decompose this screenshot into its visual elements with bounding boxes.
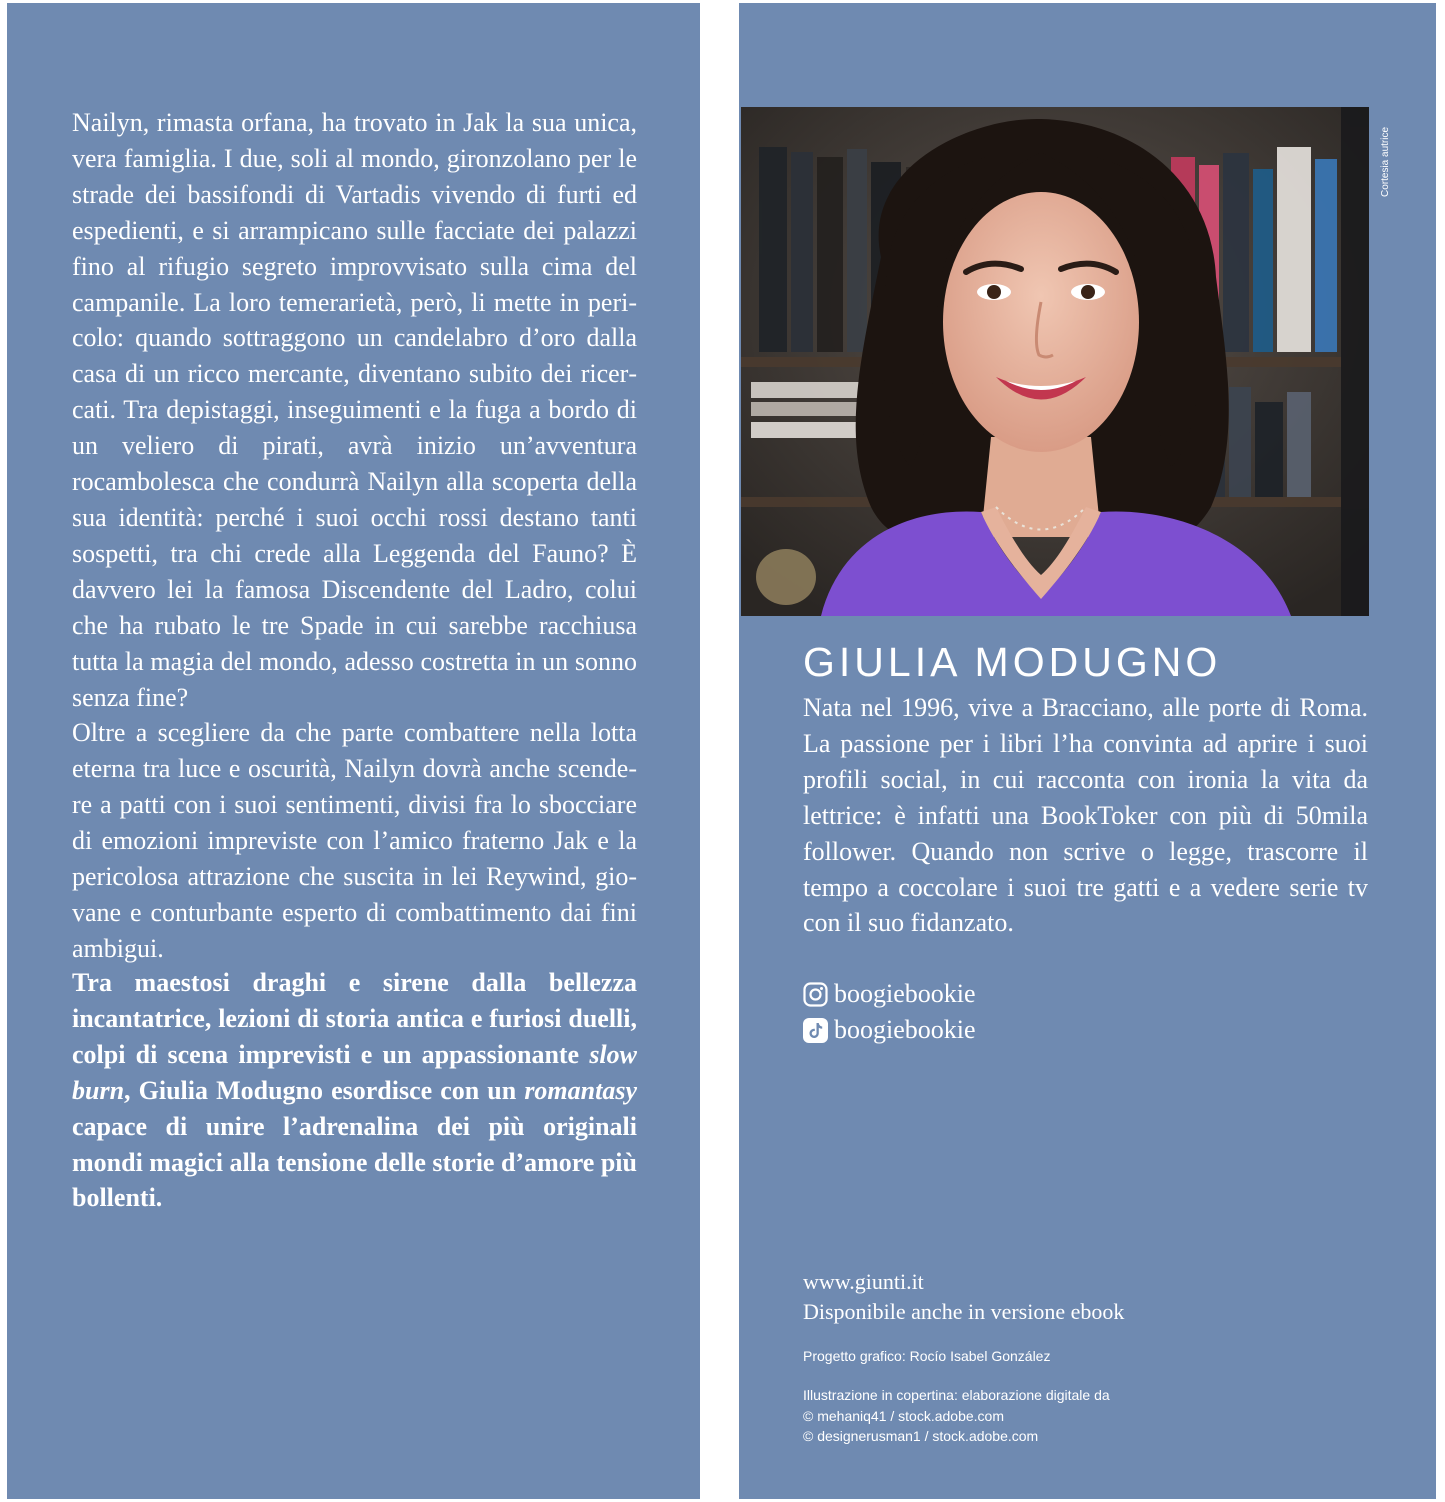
back-cover-panel bbox=[7, 3, 700, 1499]
synopsis-paragraph-2: Oltre a scegliere da che parte combattere nella lotta eterna tra luce e oscurità, Nailyn dovrà anche scendere a patti con i suoi sentimenti, divisi fra lo sbocciare di emozioni impreviste con l’amico fraterno Jak e la pericolosa attrazione che suscita in lei Reywind, giovane e conturbante esperto di combattimento dai fini ambigui. bbox=[72, 718, 637, 963]
author-bio: Nata nel 1996, vive a Bracciano, alle porte di Roma. La passione per i libri l’ha convinta ad aprire i suoi profili social, in cui racconta con ironia la vita da lettrice: è infatti una BookToker con più di 50mila follower. Quando non scrive o legge, trascorre il tempo a coccolare i suoi tre gatti e a vedere serie tv con il suo fidanzato. bbox=[803, 693, 1368, 938]
tagline bbox=[72, 965, 637, 1216]
illustration-credit-line: © designerusman1 / stock.adobe.com bbox=[803, 1428, 1039, 1444]
tagline-part-2: , Giulia Modugno esordisce con un bbox=[124, 1075, 525, 1105]
illustration-credit-line: Illustrazione in copertina: elaborazione digitale da bbox=[803, 1387, 1110, 1403]
tiktok-handle: boogiebookie bbox=[834, 1015, 976, 1044]
tiktok-icon bbox=[803, 1018, 828, 1043]
instagram-handle: boogiebookie bbox=[834, 979, 976, 1008]
illustration-credit bbox=[803, 1385, 1110, 1447]
synopsis bbox=[72, 105, 637, 967]
tagline-part-1: Tra maestosi draghi e sirene dalla bellezza incantatrice, lezioni di storia antica e furiosi duelli, colpi di scena imprevisti e un appassionante bbox=[72, 968, 637, 1069]
author-photo bbox=[741, 107, 1369, 616]
synopsis-paragraph-1: Nailyn, rimasta orfana, ha trovato in Jak la sua unica, vera famiglia. I due, soli al mondo, gironzolano per le strade dei bassifondi di Vartadis vivendo di furti ed espedienti, e si arrampicano sulle facciate dei palazzi fino al rifugio segreto improvvisato sulla cima del campanile. La loro temerarietà, però, li mette in pericolo: quando sottraggono un candelabro d’oro dalla casa di un ricco mercante, diventano subito dei ricercati. Tra depistaggi, inseguimenti e la fuga a bordo di un veliero di pirati, avrà inizio un’avventura rocambolesca che condurrà Nailyn alla scoperta della sua identità: perché i suoi occhi rossi destano tanti sospetti, tra chi crede alla Leggenda del Fauno? È davvero lei la famosa Discendente del Ladro, colui che ha rubato le tre Spade in cui sarebbe racchiusa tutta la magia del mondo, adesso costretta in un sonno senza fine? bbox=[72, 108, 637, 712]
tagline-emphasis-slow-burn: slow burn bbox=[72, 1039, 637, 1105]
tagline-part-3: capace di unire l’adrenalina dei più originali mondi magici alla tensione delle storie d’amore più bollenti. bbox=[72, 1111, 637, 1213]
ebook-note: Disponibile anche in versione ebook bbox=[803, 1299, 1125, 1324]
photo-credit: Cortesia autrice bbox=[1380, 126, 1391, 197]
author-name: GIULIA MODUGNO bbox=[803, 639, 1222, 685]
tagline-emphasis-romantasy: romantasy bbox=[524, 1075, 637, 1105]
design-credit: Progetto grafico: Rocío Isabel González bbox=[803, 1348, 1051, 1364]
social-instagram[interactable] bbox=[803, 979, 976, 1009]
illustration-credit-line: © mehaniq41 / stock.adobe.com bbox=[803, 1407, 1004, 1424]
author-flap-panel bbox=[739, 3, 1436, 1499]
instagram-icon bbox=[803, 982, 828, 1007]
publisher-website[interactable]: www.giunti.it bbox=[803, 1269, 924, 1294]
social-tiktok[interactable] bbox=[803, 1015, 976, 1045]
